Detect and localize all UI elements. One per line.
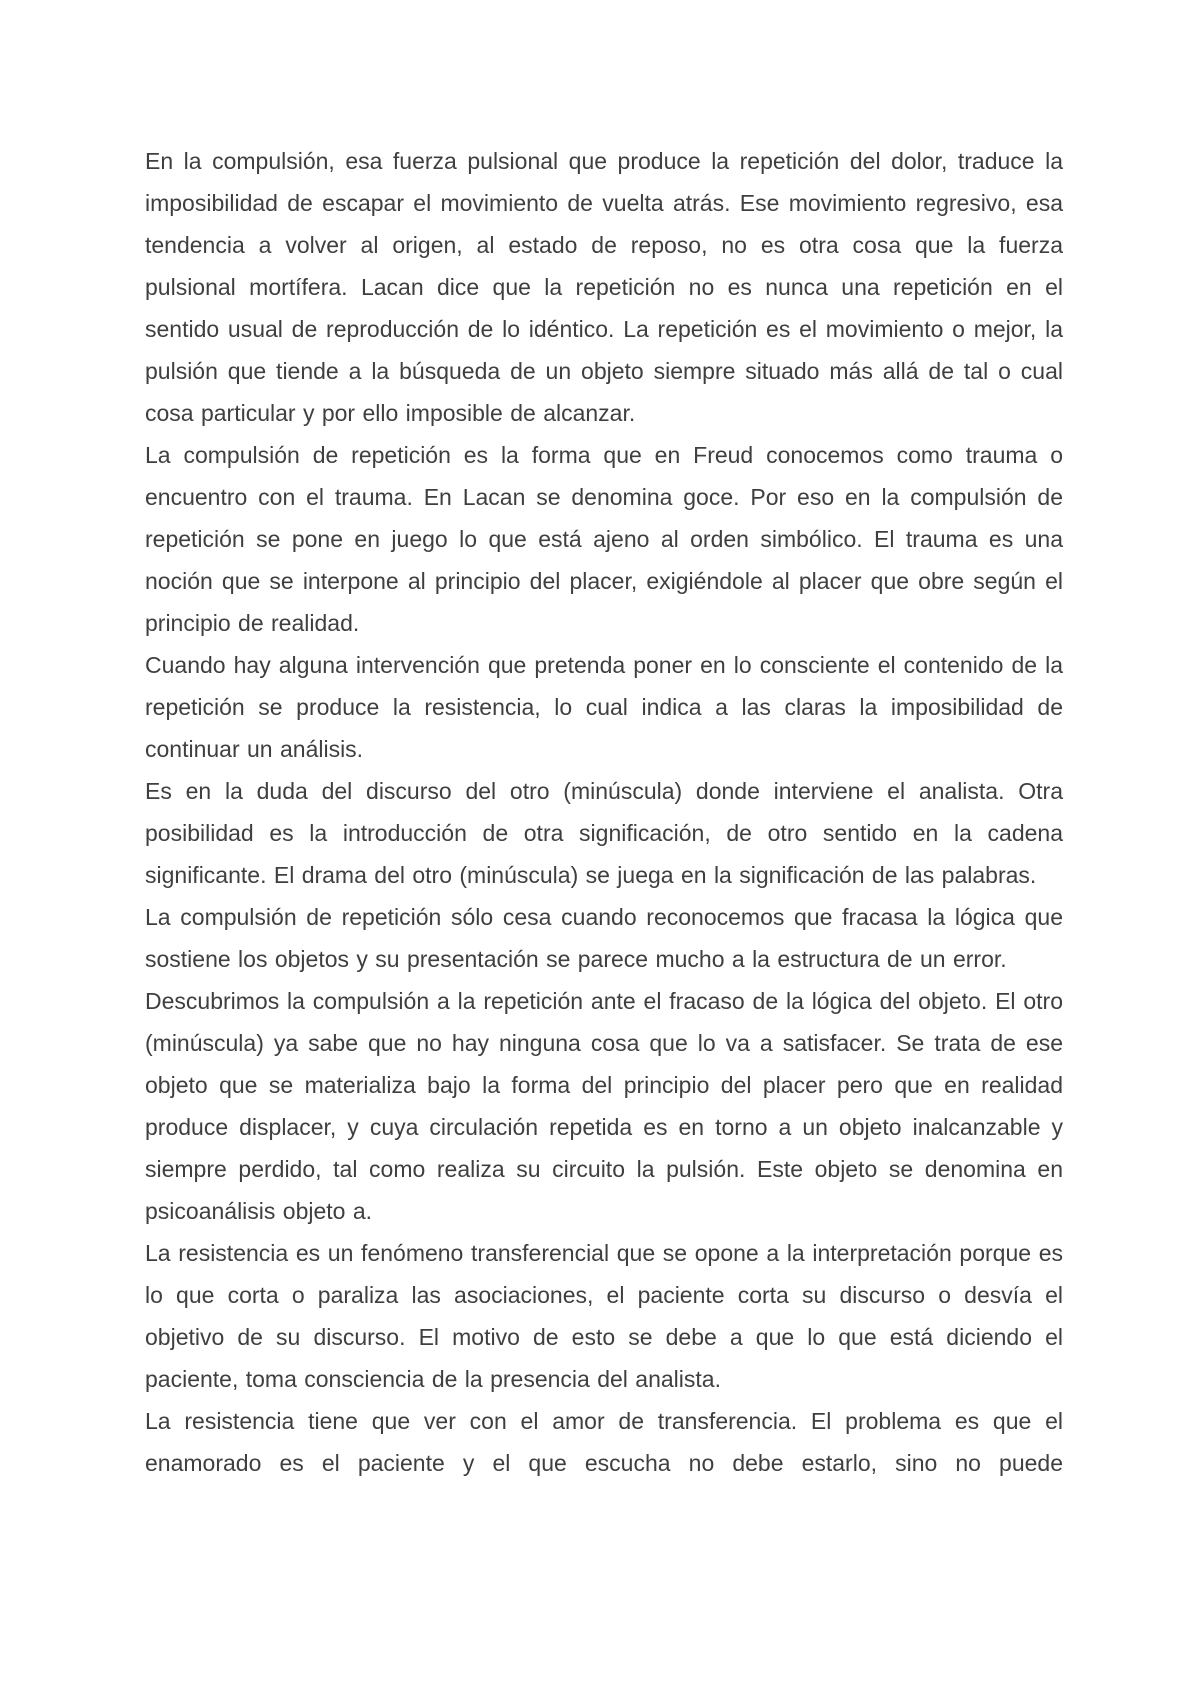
paragraph: La compulsión de repetición sólo cesa cuando reconocemos que fracasa la lógica que sostiene los objetos y su presentación se parece mucho a la estructura de un error. [145, 904, 1063, 972]
document-body [145, 140, 1063, 1484]
paragraph: Descubrimos la compulsión a la repetición ante el fracaso de la lógica del objeto. El otro (minúscula) ya sabe que no hay ninguna cosa que lo va a satisfacer. Se trata de ese objeto que se materializa bajo la forma del principio del placer pero que en realidad produce displacer, y cuya circulación repetida es en torno a un objeto inalcanzable y siempre perdido, tal como realiza su circuito la pulsión. Este objeto se denomina en psicoanálisis objeto a. [145, 988, 1063, 1224]
paragraph: Cuando hay alguna intervención que pretenda poner en lo consciente el contenido de la repetición se produce la resistencia, lo cual indica a las claras la imposibilidad de continuar un análisis. [145, 652, 1063, 762]
paragraph-continued: La resistencia tiene que ver con el amor de transferencia. El problema es que el enamorado es el paciente y el que escucha no debe estarlo, sino no puede [145, 1408, 1063, 1476]
paragraph: La resistencia es un fenómeno transferencial que se opone a la interpretación porque es lo que corta o paraliza las asociaciones, el paciente corta su discurso o desvía el objetivo de su discurso. El motivo de esto se debe a que lo que está diciendo el paciente, toma consciencia de la presencia del analista. [145, 1240, 1063, 1392]
paragraph: La compulsión de repetición es la forma que en Freud conocemos como trauma o encuentro con el trauma. En Lacan se denomina goce. Por eso en la compulsión de repetición se pone en juego lo que está ajeno al orden simbólico. El trauma es una noción que se interpone al principio del placer, exigiéndole al placer que obre según el principio de realidad. [145, 442, 1063, 636]
paragraph: Es en la duda del discurso del otro (minúscula) donde interviene el analista. Otra posibilidad es la introducción de otra significación, de otro sentido en la cadena significante. El drama del otro (minúscula) se juega en la significación de las palabras. [145, 778, 1063, 888]
paragraph: En la compulsión, esa fuerza pulsional que produce la repetición del dolor, traduce la imposibilidad de escapar el movimiento de vuelta atrás. Ese movimiento regresivo, esa tendencia a volver al origen, al estado de reposo, no es otra cosa que la fuerza pulsional mortífera. Lacan dice que la repetición no es nunca una repetición en el sentido usual de reproducción de lo idéntico. La repetición es el movimiento o mejor, la pulsión que tiende a la búsqueda de un objeto siempre situado más allá de tal o cual cosa particular y por ello imposible de alcanzar. [145, 148, 1063, 426]
